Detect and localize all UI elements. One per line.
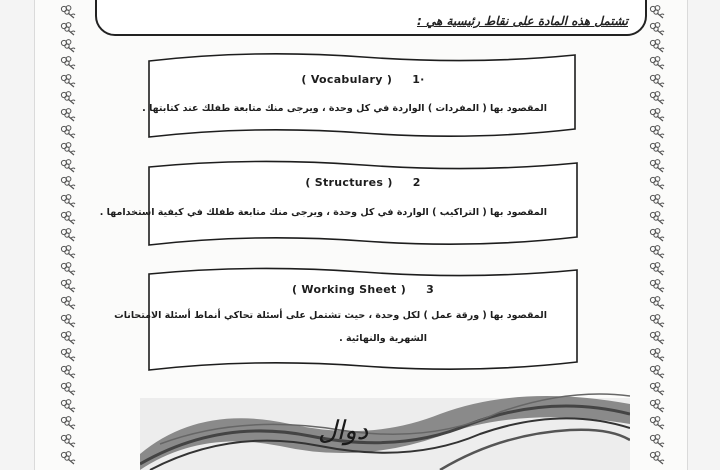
flower-ornament-icon <box>648 210 666 226</box>
flower-ornament-icon <box>648 398 666 414</box>
flower-ornament-icon <box>59 415 77 431</box>
section-title <box>143 283 583 296</box>
section-number: 3 <box>426 283 435 296</box>
section-title-text: ( Working Sheet ) <box>291 283 407 296</box>
flower-ornament-icon <box>648 175 666 191</box>
flower-ornament-icon <box>59 433 77 449</box>
flower-ornament-icon <box>648 244 666 260</box>
flower-ornament-icon <box>648 415 666 431</box>
flower-ornament-icon <box>59 261 77 277</box>
flower-ornament-icon <box>59 313 77 329</box>
flower-ornament-icon <box>648 38 666 54</box>
flower-ornament-icon <box>59 347 77 363</box>
flower-ornament-icon <box>59 364 77 380</box>
section-number: 2 <box>412 176 421 189</box>
flower-ornament-icon <box>648 295 666 311</box>
flower-ornament-icon <box>648 313 666 329</box>
section-body <box>99 201 547 224</box>
flower-ornament-icon <box>59 158 77 174</box>
flower-ornament-icon <box>59 450 77 466</box>
flower-ornament-icon <box>59 4 77 20</box>
flower-ornament-icon <box>59 295 77 311</box>
flower-ornament-icon <box>59 193 77 209</box>
flower-ornament-icon <box>59 55 77 71</box>
flower-ornament-icon <box>648 21 666 37</box>
left-ornament-border <box>55 0 81 470</box>
flower-ornament-icon <box>59 107 77 123</box>
flower-ornament-icon <box>59 398 77 414</box>
flower-ornament-icon <box>648 107 666 123</box>
flower-ornament-icon <box>648 124 666 140</box>
flower-ornament-icon <box>648 227 666 243</box>
section-body-line: المقصود بها ( التراكيب ) الواردة في كل وحدة ، ويرجى منك متابعة طفلك في كيفية استخدامها . <box>99 207 547 218</box>
section-body <box>114 304 547 350</box>
right-ornament-border <box>644 0 670 470</box>
flower-ornament-icon <box>648 364 666 380</box>
section-title <box>143 176 583 189</box>
flower-ornament-icon <box>59 278 77 294</box>
section-number: 1· <box>412 73 425 86</box>
section-body-line: الشهرية والنهائية . <box>339 333 427 344</box>
intro-heading: تشتمل هذه المادة على نقاط رئيسية هي : <box>416 14 628 28</box>
section-box-structures <box>99 155 583 251</box>
flower-ornament-icon <box>59 381 77 397</box>
flower-ornament-icon <box>648 90 666 106</box>
section-box-vocabulary <box>143 47 583 143</box>
section-body <box>142 97 547 120</box>
flower-ornament-icon <box>648 4 666 20</box>
flower-ornament-icon <box>59 124 77 140</box>
flower-ornament-icon <box>648 433 666 449</box>
flower-ornament-icon <box>59 227 77 243</box>
flower-ornament-icon <box>59 141 77 157</box>
flower-ornament-icon <box>59 330 77 346</box>
flower-ornament-icon <box>648 141 666 157</box>
flower-ornament-icon <box>59 210 77 226</box>
flower-ornament-icon <box>648 330 666 346</box>
flower-ornament-icon <box>648 193 666 209</box>
flower-ornament-icon <box>648 450 666 466</box>
flower-ornament-icon <box>648 347 666 363</box>
section-title-text: ( Vocabulary ) <box>301 73 393 86</box>
flower-ornament-icon <box>648 73 666 89</box>
scroll-frame <box>143 47 583 143</box>
flower-ornament-icon <box>59 175 77 191</box>
flower-ornament-icon <box>59 38 77 54</box>
footer-decorative-banner <box>140 384 630 470</box>
flower-ornament-icon <box>648 278 666 294</box>
footer-logo-text: دوال <box>318 416 369 446</box>
flower-ornament-icon <box>648 381 666 397</box>
section-body-line: المقصود بها ( المفردات ) الواردة في كل وحدة ، ويرجى منك متابعة طفلك عند كتابتها . <box>142 103 547 114</box>
flower-ornament-icon <box>648 55 666 71</box>
flower-ornament-icon <box>59 90 77 106</box>
section-title-text: ( Structures ) <box>305 176 393 189</box>
flower-ornament-icon <box>59 73 77 89</box>
section-title <box>143 73 583 86</box>
flower-ornament-icon <box>648 261 666 277</box>
flower-ornament-icon <box>59 244 77 260</box>
flower-ornament-icon <box>59 21 77 37</box>
section-box-working-sheet <box>114 262 583 378</box>
section-body-line: المقصود بها ( ورقة عمل ) لكل وحدة ، حيث تشتمل على أسئلة تحاكي أنماط أسئلة الامتحانات <box>114 310 547 321</box>
flower-ornament-icon <box>648 158 666 174</box>
